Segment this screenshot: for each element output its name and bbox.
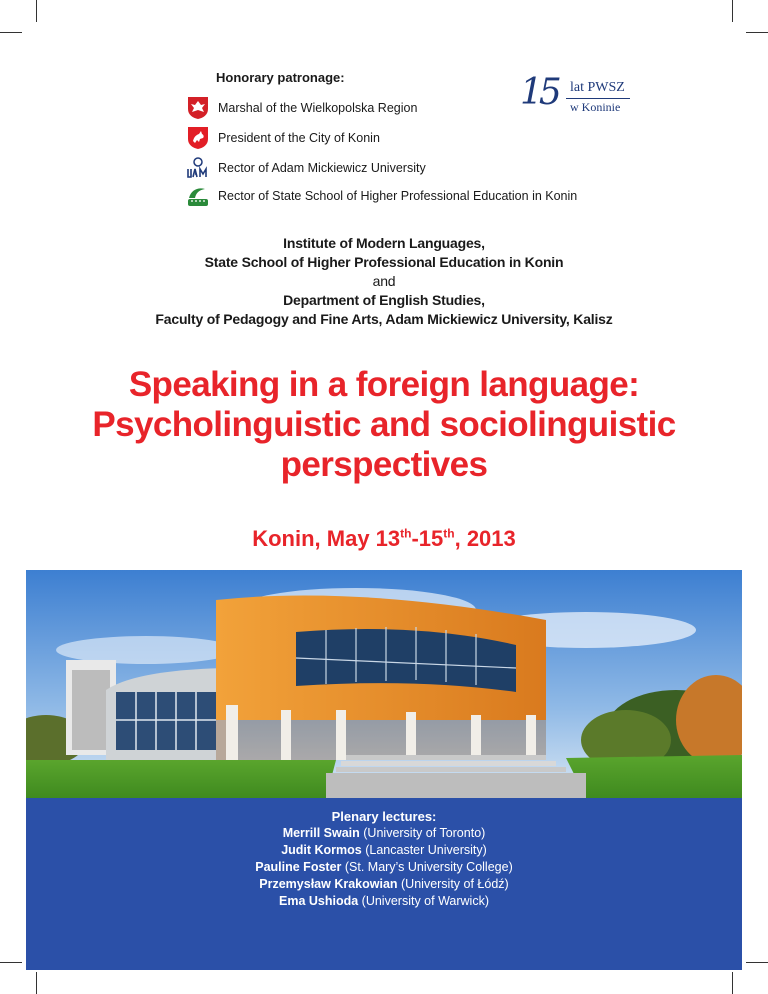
crop-mark — [0, 32, 22, 33]
patronage-item — [186, 184, 577, 208]
organizer-line: Faculty of Pedagogy and Fine Arts, Adam Mickiewicz University, Kalisz — [155, 311, 613, 327]
speaker-affiliation: (Lancaster University) — [361, 843, 487, 857]
organizer-and: and — [372, 273, 396, 289]
date-prefix: Konin, May 13 — [252, 526, 401, 551]
date-mid: -15 — [411, 526, 444, 551]
date-sup: th — [443, 526, 455, 541]
speaker-row — [26, 876, 742, 893]
crop-mark — [732, 0, 733, 22]
crop-mark — [732, 972, 733, 994]
pwsz-logo-icon — [186, 184, 210, 208]
speaker-row — [26, 842, 742, 859]
logo-top-text: lat PWSZ — [570, 80, 625, 95]
patronage-text: Marshal of the Wielkopolska Region — [218, 101, 418, 115]
speaker-affiliation: (University of Warwick) — [358, 894, 489, 908]
title-line: perspectives — [280, 445, 488, 484]
crop-mark — [746, 32, 768, 33]
title-line: Speaking in a foreign language: — [128, 365, 640, 404]
eagle-crest-icon — [186, 96, 210, 120]
patronage-text: Rector of Adam Mickiewicz University — [218, 161, 426, 175]
organizers — [0, 234, 768, 329]
speaker-name: Pauline Foster — [255, 860, 342, 874]
crop-mark — [36, 972, 37, 994]
title-line: Psycholinguistic and sociolinguistic — [92, 405, 676, 444]
speaker-name: Judit Kormos — [281, 843, 362, 857]
patronage-heading: Honorary patronage: — [216, 70, 345, 85]
speaker-affiliation: (University of Łódź) — [397, 877, 509, 891]
pwsz-anniversary-logo — [520, 72, 632, 118]
logo-divider — [566, 98, 630, 99]
organizer-line: Department of English Studies, — [283, 292, 485, 308]
uam-logo-icon — [186, 156, 210, 180]
patronage-item — [186, 96, 417, 120]
speaker-name: Ema Ushioda — [279, 894, 359, 908]
speaker-row — [26, 825, 742, 842]
organizer-line: Institute of Modern Languages, — [283, 235, 485, 251]
organizer-line: State School of Higher Professional Education in Konin — [204, 254, 564, 270]
conference-title — [0, 365, 768, 485]
speaker-row — [26, 859, 742, 876]
plenary-heading: Plenary lectures: — [331, 809, 437, 824]
speaker-affiliation: (St. Mary’s University College) — [341, 860, 513, 874]
patronage-item — [186, 156, 426, 180]
date-sup: th — [400, 526, 412, 541]
crop-mark — [0, 962, 22, 963]
logo-number: 15 — [520, 72, 558, 113]
logo-bottom-text: w Koninie — [570, 100, 621, 114]
date-suffix: , 2013 — [454, 526, 516, 551]
speaker-name: Merrill Swain — [282, 826, 360, 840]
plenary-lectures-panel — [26, 798, 742, 970]
speaker-name: Przemysław Krakowian — [259, 877, 398, 891]
patronage-text: President of the City of Konin — [218, 131, 380, 145]
patronage-item — [186, 126, 380, 150]
patronage-text: Rector of State School of Higher Professional Education in Konin — [218, 189, 578, 203]
conference-date — [0, 526, 768, 552]
speaker-row — [26, 893, 742, 910]
crop-mark — [36, 0, 37, 22]
building-photo — [26, 570, 742, 798]
crop-mark — [746, 962, 768, 963]
speaker-affiliation: (University of Toronto) — [359, 826, 486, 840]
horse-crest-icon — [186, 126, 210, 150]
